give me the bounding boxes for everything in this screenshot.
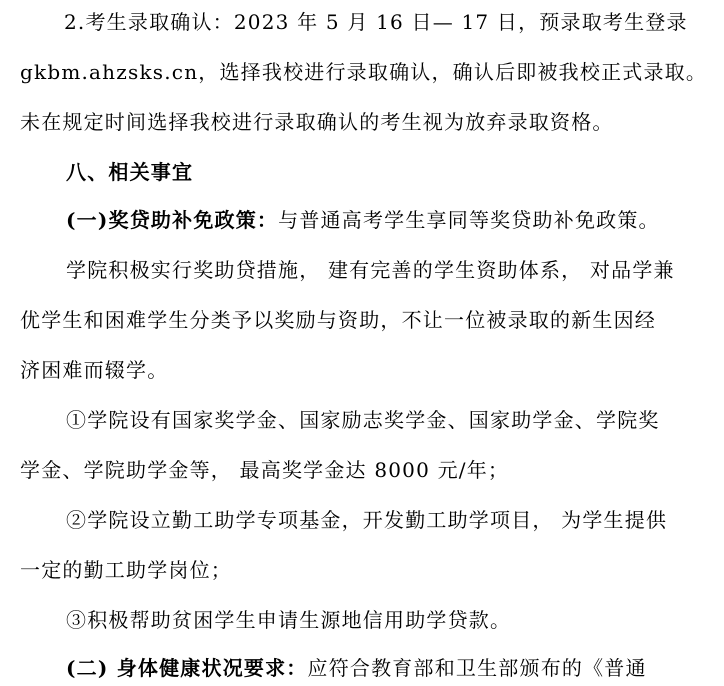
text-line xyxy=(66,206,660,234)
section-heading: 八、相关事宜 xyxy=(66,160,194,184)
text-line-rest: 应符合教育部和卫生部颁布的《普通 xyxy=(307,656,647,680)
text-line-rest: 与普通高考学生享同等奖贷助补免政策。 xyxy=(278,208,660,232)
list-item: ①学院设有国家奖学金、国家励志奖学金、国家助学金、学院奖 xyxy=(66,408,660,432)
text-line: gkbm.ahzsks.cn，选择我校进行录取确认，确认后即被我校正式录取。 xyxy=(20,60,708,84)
list-item: ②学院设立勤工助学专项基金，开发勤工助学项目， 为学生提供 xyxy=(66,508,668,532)
subsection-heading: (二) 身体健康状况要求： xyxy=(66,656,308,680)
text-line: 未在规定时间选择我校进行录取确认的考生视为放弃录取资格。 xyxy=(20,110,614,134)
list-item: ③积极帮助贫困学生申请生源地信用助学贷款。 xyxy=(66,608,512,632)
text-line: 2.考生录取确认：2023 年 5 月 16 日— 17 日，预录取考生登录 xyxy=(64,10,688,34)
text-line: 一定的勤工助学岗位； xyxy=(20,558,232,582)
subsection-heading: (一)奖贷助补免政策： xyxy=(66,208,279,232)
text-line: 优学生和困难学生分类予以奖励与资助，不让一位被录取的新生因经 xyxy=(20,308,656,332)
text-line: 学院积极实行奖助贷措施， 建有完善的学生资助体系， 对品学兼 xyxy=(66,258,675,282)
text-line: 学金、学院助学金等， 最高奖学金达 8000 元/年； xyxy=(20,458,510,482)
text-line: 济困难而辍学。 xyxy=(20,358,169,382)
text-line xyxy=(66,654,647,682)
